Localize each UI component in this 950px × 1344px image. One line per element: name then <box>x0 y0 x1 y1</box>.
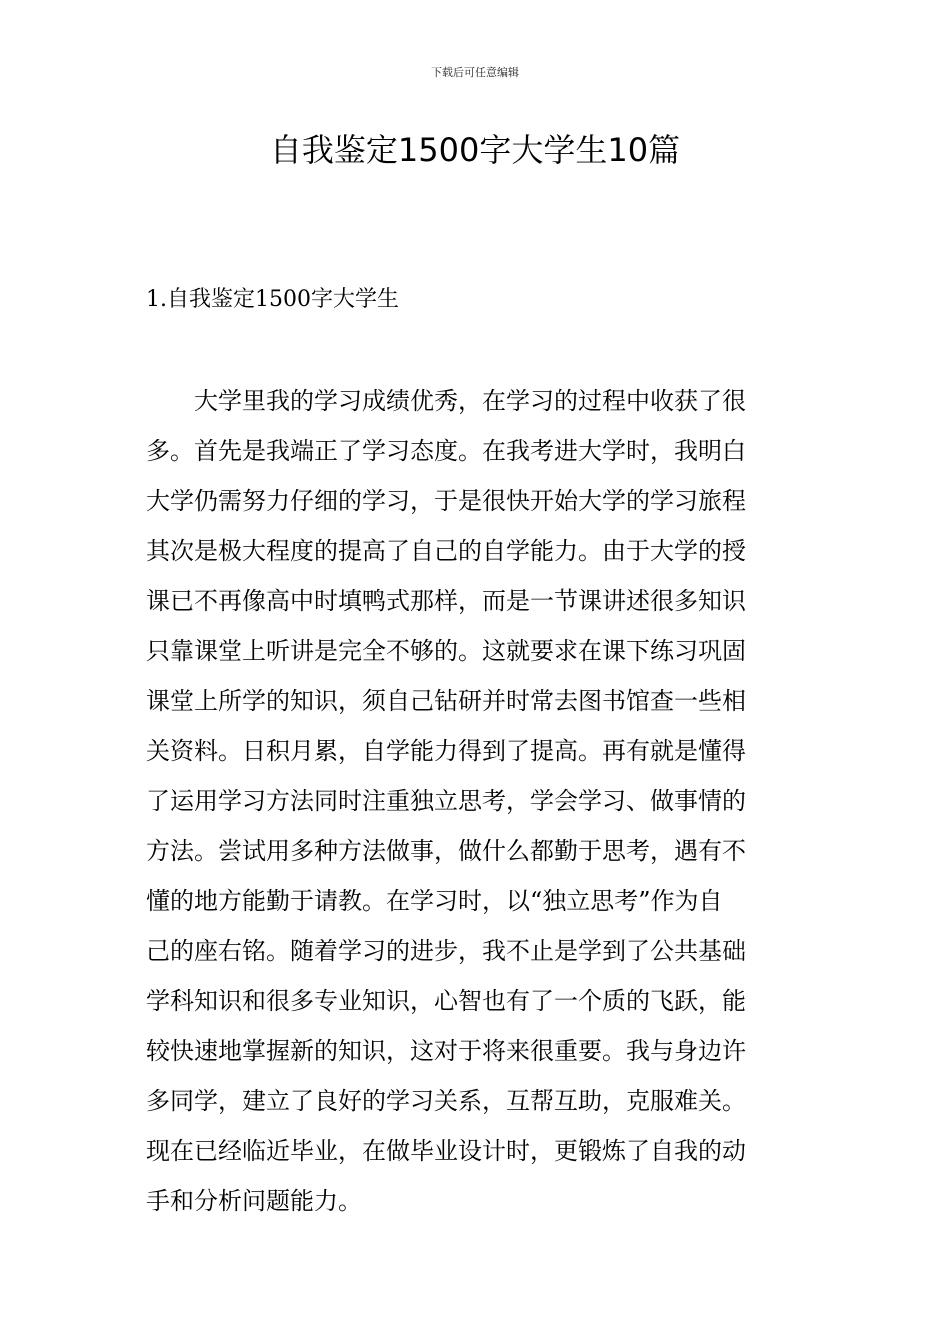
header-note: 下载后可任意编辑 <box>431 66 519 79</box>
body-line: 其次是极大程度的提高了自己的自学能力。由于大学的授 <box>146 537 746 565</box>
body-line: 课已不再像高中时填鸭式那样，而是一节课讲述很多知识 <box>146 587 746 615</box>
section-heading: 1.自我鉴定1500字大学生 <box>146 287 399 312</box>
document-title: 自我鉴定1500字大学生10篇 <box>269 131 681 169</box>
body-line: 懂的地方能勤于请教。在学习时，以“独立思考”作为自 <box>146 887 723 915</box>
body-line: 学科知识和很多专业知识，心智也有了一个质的飞跃，能 <box>146 987 746 1015</box>
body-line: 多同学，建立了良好的学习关系，互帮互助，克服难关。 <box>146 1087 746 1115</box>
body-line: 大学仍需努力仔细的学习，于是很快开始大学的学习旅程 <box>146 487 746 515</box>
body-line: 大学里我的学习成绩优秀，在学习的过程中收获了很 <box>146 387 746 415</box>
body-line: 己的座右铭。随着学习的进步，我不止是学到了公共基础 <box>146 937 746 965</box>
body-line: 关资料。日积月累，自学能力得到了提高。再有就是懂得 <box>146 737 746 765</box>
body-line: 只靠课堂上听讲是完全不够的。这就要求在课下练习巩固 <box>146 637 746 665</box>
body-line: 现在已经临近毕业，在做毕业设计时，更锻炼了自我的动 <box>146 1137 746 1165</box>
body-line: 较快速地掌握新的知识，这对于将来很重要。我与身边许 <box>146 1037 746 1065</box>
body-paragraph <box>146 376 811 1226</box>
body-line: 了运用学习方法同时注重独立思考，学会学习、做事情的 <box>146 787 746 815</box>
body-line: 多。首先是我端正了学习态度。在我考进大学时，我明白 <box>146 437 746 465</box>
body-line: 手和分析问题能力。 <box>146 1187 362 1215</box>
body-line: 课堂上所学的知识，须自己钻研并时常去图书馆查一些相 <box>146 687 746 715</box>
body-line: 方法。尝试用多种方法做事，做什么都勤于思考，遇有不 <box>146 837 746 865</box>
